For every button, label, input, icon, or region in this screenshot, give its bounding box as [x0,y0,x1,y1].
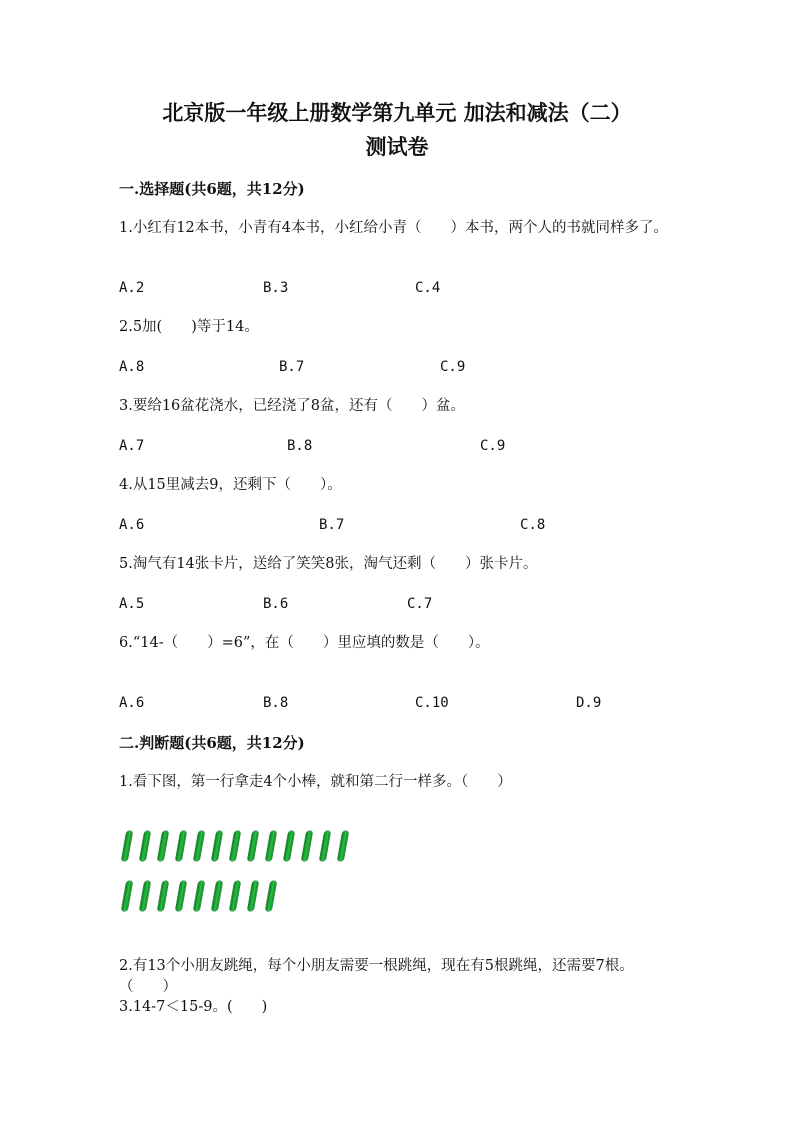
q6-option-a[interactable]: A.6 [119,695,145,711]
judge-question-2: 2.有13个小朋友跳绳，每个小朋友需要一根跳绳，现在有5根跳绳，还需要7根。（ ） [119,958,634,995]
row1-stick [229,831,240,861]
row1-stick [121,831,132,861]
q3-option-b[interactable]: B.8 [287,438,313,454]
row1-stick [301,831,312,861]
row1-stick [175,831,186,861]
q5-option-b[interactable]: B.6 [263,596,289,612]
q6-option-b[interactable]: B.8 [263,695,289,711]
q6-option-d[interactable]: D.9 [576,695,602,711]
row2-stick [229,881,240,911]
page-title [100,96,694,164]
q3-option-c[interactable]: C.9 [480,438,506,454]
row1-stick [157,831,168,861]
question-3: 3.要给16盆花浇水，已经浇了8盆，还有（ ）盆。 [119,398,466,414]
title-line-1: 北京版一年级上册数学第九单元 加法和减法（二） [162,100,632,125]
row2-stick [175,881,186,911]
question-2: 2.5加( )等于14。 [119,319,259,335]
row2-stick [211,881,222,911]
judge-question-1: 1.看下图，第一行拿走4个小棒，就和第二行一样多。（ ） [119,774,512,790]
q1-option-c[interactable]: C.4 [415,280,441,296]
q5-option-c[interactable]: C.7 [407,596,433,612]
row1-stick [211,831,222,861]
q2-option-a[interactable]: A.8 [119,359,145,375]
q4-option-a[interactable]: A.6 [119,517,145,533]
row2-stick [247,881,258,911]
question-1: 1.小红有12本书，小青有4本书，小红给小青（ ）本书，两个人的书就同样多了。 [119,220,669,236]
q2-option-c[interactable]: C.9 [440,359,466,375]
row2-stick [193,881,204,911]
q5-option-a[interactable]: A.5 [119,596,145,612]
q4-option-b[interactable]: B.7 [319,517,345,533]
row1-stick [283,831,294,861]
q6-option-c[interactable]: C.10 [415,695,449,711]
row1-stick [193,831,204,861]
row1-stick [247,831,258,861]
row1-stick [337,831,348,861]
stick-row-2 [120,880,360,912]
section-heading-judge: 二.判断题(共6题，共12分) [119,734,305,752]
title-line-2: 测试卷 [365,134,429,159]
judge-question-3: 3.14-7＜15-9。( ) [119,999,268,1015]
section-heading-choice: 一.选择题(共6题，共12分) [119,180,305,198]
row1-stick [139,831,150,861]
q4-option-c[interactable]: C.8 [520,517,546,533]
question-4: 4.从15里减去9，还剩下（ ）。 [119,477,342,493]
row1-stick [265,831,276,861]
question-5: 5.淘气有14张卡片，送给了笑笑8张，淘气还剩（ ）张卡片。 [119,556,538,572]
row1-stick [319,831,330,861]
q1-option-b[interactable]: B.3 [263,280,289,296]
q2-option-b[interactable]: B.7 [279,359,305,375]
row2-stick [157,881,168,911]
row2-stick [139,881,150,911]
q1-option-a[interactable]: A.2 [119,280,145,296]
stick-row-1 [120,830,360,862]
row2-stick [121,881,132,911]
question-6: 6.“14-（ ）=6”，在（ ）里应填的数是（ ）。 [119,635,490,651]
q3-option-a[interactable]: A.7 [119,438,145,454]
row2-stick [265,881,276,911]
